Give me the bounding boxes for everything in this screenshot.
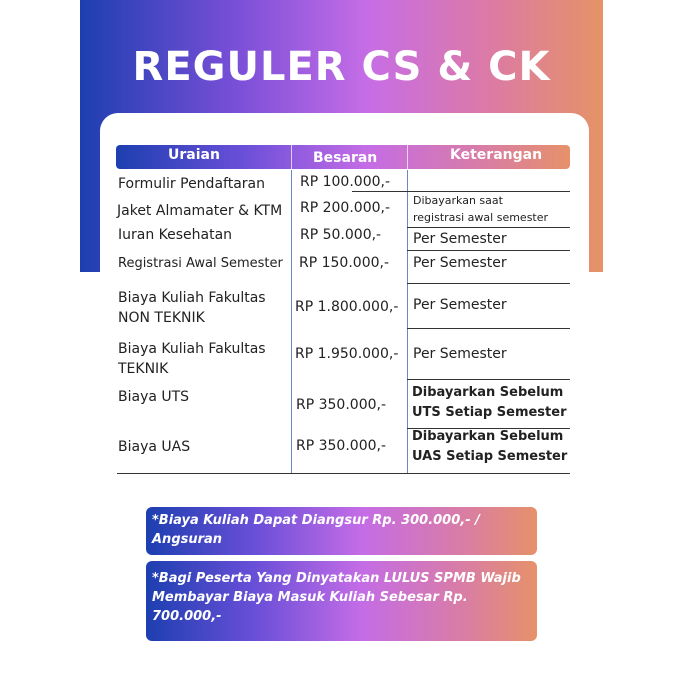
note-line: Angsuran: [152, 532, 223, 547]
row-besaran: RP 1.950.000,-: [295, 346, 399, 362]
row-uraian: Registrasi Awal Semester: [118, 256, 283, 271]
row-divider: [407, 379, 570, 380]
header-besaran: Besaran: [313, 150, 378, 166]
row-divider: [407, 328, 570, 329]
row-besaran: RP 350.000,-: [296, 397, 387, 413]
row-uraian: Biaya UTS: [118, 389, 190, 405]
row-divider: [407, 283, 570, 284]
page-title: REGULER CS & CK: [132, 44, 551, 90]
note-line: *Biaya Kuliah Dapat Diangsur Rp. 300.000,- /: [152, 513, 480, 528]
row-keterangan: Dibayarkan Sebelum: [412, 385, 564, 400]
row-uraian: Biaya UAS: [118, 439, 191, 455]
table-bottom-border: [117, 473, 570, 474]
row-besaran: RP 100.000,-: [300, 174, 391, 190]
row-keterangan: Per Semester: [413, 255, 507, 271]
row-besaran: RP 50.000,-: [300, 227, 382, 243]
row-keterangan: Per Semester: [413, 297, 507, 313]
row-uraian: Iuran Kesehatan: [118, 227, 233, 243]
header-keterangan: Keterangan: [450, 147, 543, 163]
row-keterangan: Dibayarkan saat: [413, 194, 503, 207]
row-keterangan: Dibayarkan Sebelum: [412, 429, 564, 444]
row-uraian: Biaya Kuliah Fakultas: [118, 290, 266, 306]
row-besaran: RP 200.000,-: [300, 200, 391, 216]
row-besaran: RP 350.000,-: [296, 438, 387, 454]
spmb-note: [146, 561, 537, 641]
row-keterangan: UAS Setiap Semester: [412, 449, 568, 464]
column-divider: [291, 170, 292, 473]
header-divider: [407, 145, 408, 169]
header-uraian: Uraian: [168, 147, 220, 163]
row-uraian: Formulir Pendaftaran: [118, 176, 265, 192]
header-divider: [291, 145, 292, 169]
row-keterangan: registrasi awal semester: [413, 211, 549, 224]
note-line: *Bagi Peserta Yang Dinyatakan LULUS SPMB Wajib: [152, 571, 521, 586]
row-keterangan: UTS Setiap Semester: [412, 405, 567, 420]
row-divider: [407, 250, 570, 251]
row-keterangan: Per Semester: [413, 231, 507, 247]
row-uraian: TEKNIK: [118, 361, 169, 377]
row-keterangan: Per Semester: [413, 346, 507, 362]
row-besaran: RP 150.000,-: [299, 255, 390, 271]
row-uraian: NON TEKNIK: [118, 310, 205, 326]
installment-note: [146, 507, 537, 555]
row-uraian: Jaket Almamater & KTM: [117, 203, 283, 219]
table-header: [116, 145, 570, 169]
note-line: Membayar Biaya Masuk Kuliah Sebesar Rp. 700.000,-: [152, 590, 468, 624]
row-uraian: Biaya Kuliah Fakultas: [118, 341, 266, 357]
row-divider: [407, 227, 570, 228]
row-besaran: RP 1.800.000,-: [295, 299, 399, 315]
